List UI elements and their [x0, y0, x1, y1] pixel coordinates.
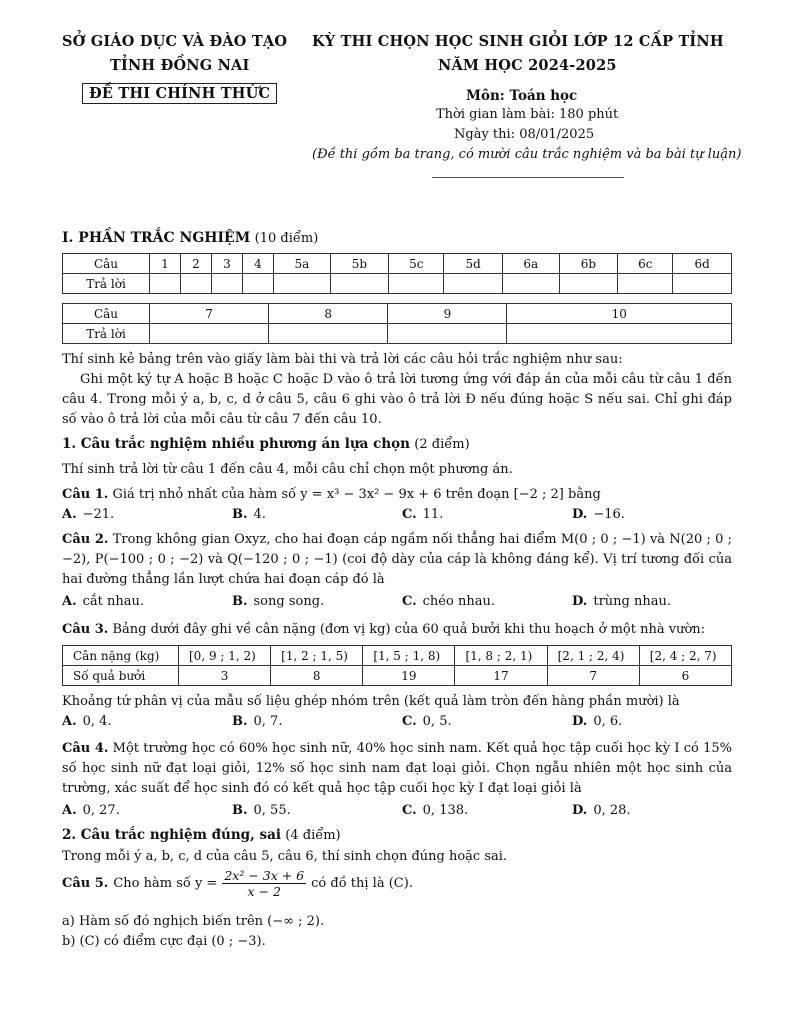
- question-text-after: có đồ thị là (C).: [311, 876, 413, 891]
- table-cell: 19: [363, 666, 455, 686]
- table-row: [63, 304, 732, 324]
- section-title-text: I. PHẦN TRẮC NGHIỆM: [62, 230, 251, 246]
- answer-cell[interactable]: [274, 274, 331, 294]
- q1-option-d[interactable]: [572, 507, 625, 522]
- question-text: Một trường học có 60% học sinh nữ, 40% học sinh nam. Kết quả học tập cuối học kỳ I có 15% số học sinh nữ đạt loại giỏi, 12% số học sinh nam đạt loại giỏi. Chọn ngẫu nhiên một học sinh của trường, xác suất để học sinh đó có kết quả học tập cuối học kỳ I đạt loại giỏi là: [62, 741, 732, 796]
- exam-title: KỲ THI CHỌN HỌC SINH GIỎI LỚP 12 CẤP TỈNH: [312, 33, 724, 50]
- answer-cell[interactable]: [673, 274, 732, 294]
- option-key: A.: [62, 803, 77, 818]
- option-key: D.: [572, 507, 588, 522]
- table-cell: 7: [150, 304, 269, 324]
- option-text: 0, 4.: [82, 714, 112, 729]
- table-row: [63, 666, 732, 686]
- table-cell: 2: [181, 254, 212, 274]
- option-key: D.: [572, 803, 588, 818]
- q2-option-c[interactable]: [402, 594, 495, 609]
- table-cell: 3: [212, 254, 243, 274]
- fraction-numerator: 2x² − 3x + 6: [224, 868, 305, 883]
- table-cell: 6d: [673, 254, 732, 274]
- option-text: 0, 28.: [593, 803, 631, 818]
- official-exam-box: ĐỀ THI CHÍNH THỨC: [82, 83, 277, 104]
- table-cell: Câu: [63, 254, 150, 274]
- table-cell: 5d: [444, 254, 503, 274]
- table-cell: [2, 1 ; 2, 4): [547, 646, 639, 666]
- answer-cell[interactable]: [330, 274, 389, 294]
- option-text: −16.: [593, 507, 625, 522]
- answer-cell[interactable]: [212, 274, 243, 294]
- option-text: −21.: [82, 507, 115, 522]
- option-key: C.: [402, 714, 417, 729]
- answer-cell[interactable]: [444, 274, 503, 294]
- option-key: B.: [232, 594, 248, 609]
- q1-option-a[interactable]: [62, 507, 114, 522]
- header-divider: [432, 177, 624, 178]
- answer-cell[interactable]: [150, 274, 181, 294]
- table-cell: Trả lời: [63, 274, 150, 294]
- table-cell: 1: [150, 254, 181, 274]
- exam-note: (Đề thi gồm ba trang, có mười câu trắc nghiệm và ba bài tự luận): [312, 147, 742, 162]
- question-text: Giá trị nhỏ nhất của hàm số y = x³ − 3x² − 9x + 6 trên đoạn [−2 ; 2] bằng: [112, 487, 601, 502]
- table-cell: 10: [507, 304, 732, 324]
- part2-points: (4 điểm): [285, 828, 341, 843]
- question-label: Câu 5.: [62, 876, 109, 891]
- table-row: [63, 324, 732, 344]
- option-key: B.: [232, 507, 248, 522]
- option-text: trùng nhau.: [593, 594, 671, 609]
- table-cell: Số quả bưởi: [63, 666, 179, 686]
- question-3: [62, 622, 705, 637]
- table-cell: Câu: [63, 304, 150, 324]
- q3-option-c[interactable]: [402, 714, 452, 729]
- q5-item-b: b) (C) có điểm cực đại (0 ; −3).: [62, 934, 266, 949]
- table-row: [63, 274, 732, 294]
- table-cell: [1, 2 ; 1, 5): [271, 646, 363, 666]
- q4-option-a[interactable]: [62, 803, 120, 818]
- question-label: Câu 3.: [62, 622, 109, 637]
- question-label: Câu 1.: [62, 487, 109, 502]
- table-cell: Cân nặng (kg): [63, 646, 179, 666]
- table-cell: Trả lời: [63, 324, 150, 344]
- answer-cell[interactable]: [269, 324, 388, 344]
- question-text-before: Cho hàm số y =: [113, 876, 218, 891]
- weight-frequency-table: [62, 645, 732, 686]
- department-name: SỞ GIÁO DỤC VÀ ĐÀO TẠO: [62, 33, 288, 50]
- table-cell: [1, 8 ; 2, 1): [455, 646, 547, 666]
- school-year: NĂM HỌC 2024-2025: [438, 57, 617, 74]
- table-cell: [1, 5 ; 1, 8): [363, 646, 455, 666]
- option-text: 4.: [253, 507, 266, 522]
- table-cell: 5a: [274, 254, 331, 274]
- answer-cell[interactable]: [559, 274, 618, 294]
- section-points: (10 điểm): [254, 231, 319, 246]
- table-cell: 6: [639, 666, 731, 686]
- option-text: 0, 27.: [82, 803, 120, 818]
- question-5: [62, 868, 413, 899]
- question-label: Câu 2.: [62, 532, 109, 547]
- answer-cell[interactable]: [243, 274, 274, 294]
- q4-option-b[interactable]: [232, 803, 291, 818]
- option-key: C.: [402, 594, 417, 609]
- option-key: A.: [62, 714, 77, 729]
- q4-option-c[interactable]: [402, 803, 468, 818]
- part1-points: (2 điểm): [414, 437, 470, 452]
- question-2: [62, 530, 732, 590]
- q2-option-a[interactable]: [62, 594, 144, 609]
- option-key: D.: [572, 594, 588, 609]
- subject: Môn: Toán học: [466, 88, 578, 104]
- table-cell: 3: [179, 666, 271, 686]
- part2-intro: Trong mỗi ý a, b, c, d của câu 5, câu 6, thí sinh chọn đúng hoặc sai.: [62, 849, 508, 864]
- answer-table-2: [62, 303, 732, 344]
- table-cell: 7: [547, 666, 639, 686]
- answer-cell[interactable]: [507, 324, 732, 344]
- fraction-denominator: x − 2: [247, 884, 281, 899]
- option-key: D.: [572, 714, 588, 729]
- question-1: [62, 487, 601, 502]
- question-label: Câu 4.: [62, 741, 109, 756]
- part1-title: [62, 436, 470, 452]
- province-name: TỈNH ĐỒNG NAI: [110, 57, 250, 74]
- question-text: Trong không gian Oxyz, cho hai đoạn cáp ngầm nối thẳng hai điểm M(0 ; 0 ; −1) và N(20 ; 0 ; −2), P(−100 ; 0 ; −2) và Q(−120 ; 0 ; −1) (coi độ dày của cáp là không đáng kể). Vị trí tương đối của hai đường thẳng lần lượt chứa hai đoạn cáp đó là: [62, 532, 733, 587]
- instruction-line-2: Ghi một ký tự A hoặc B hoặc C hoặc D vào ô trả lời tương ứng với đáp án của mỗi câu từ câu 1 đến câu 4. Trong mỗi ý a, b, c, d ở câu 5, câu 6 ghi vào ô trả lời Đ nếu đúng hoặc S nếu sai. Chỉ ghi đáp số vào ô trả lời của mỗi câu từ câu 7 đến câu 10.: [62, 372, 732, 427]
- question-text: Bảng dưới đây ghi về cân nặng (đơn vị kg) của 60 quả bưởi khi thu hoạch ở một nhà vườn:: [112, 622, 706, 637]
- option-text: 0, 5.: [422, 714, 452, 729]
- q3-option-a[interactable]: [62, 714, 112, 729]
- option-text: 0, 7.: [253, 714, 283, 729]
- part2-title: [62, 827, 341, 843]
- option-text: 11.: [422, 507, 444, 522]
- option-key: C.: [402, 803, 417, 818]
- option-key: A.: [62, 507, 77, 522]
- table-cell: 6a: [502, 254, 559, 274]
- option-text: cắt nhau.: [82, 594, 145, 609]
- table-cell: 5b: [330, 254, 389, 274]
- option-key: C.: [402, 507, 417, 522]
- option-key: B.: [232, 714, 248, 729]
- table-cell: [0, 9 ; 1, 2): [179, 646, 271, 666]
- option-text: song song.: [253, 594, 325, 609]
- table-cell: 5c: [389, 254, 444, 274]
- table-cell: 8: [269, 304, 388, 324]
- exam-date: Ngày thi: 08/01/2025: [454, 127, 595, 142]
- answer-cell[interactable]: [150, 324, 269, 344]
- option-key: A.: [62, 594, 77, 609]
- q1-option-b[interactable]: [232, 507, 266, 522]
- part2-title-text: 2. Câu trắc nghiệm đúng, sai: [62, 827, 281, 843]
- q2-option-b[interactable]: [232, 594, 324, 609]
- answer-cell[interactable]: [502, 274, 559, 294]
- q1-option-c[interactable]: [402, 507, 443, 522]
- option-text: chéo nhau.: [422, 594, 495, 609]
- question-4: [62, 739, 732, 799]
- table-row: [63, 646, 732, 666]
- option-text: 0, 55.: [253, 803, 291, 818]
- part1-intro: Thí sinh trả lời từ câu 1 đến câu 4, mỗi câu chỉ chọn một phương án.: [62, 462, 513, 477]
- q5-item-a: a) Hàm số đó nghịch biến trên (−∞ ; 2).: [62, 914, 325, 929]
- q3-option-b[interactable]: [232, 714, 282, 729]
- table-cell: 8: [271, 666, 363, 686]
- option-key: B.: [232, 803, 248, 818]
- option-text: 0, 138.: [422, 803, 469, 818]
- q3-option-d[interactable]: [572, 714, 622, 729]
- q3-followup: Khoảng tứ phân vị của mẫu số liệu ghép nhóm trên (kết quả làm tròn đến hàng phần mười) là: [62, 694, 680, 709]
- answer-cell[interactable]: [181, 274, 212, 294]
- q4-option-d[interactable]: [572, 803, 631, 818]
- option-text: 0, 6.: [593, 714, 623, 729]
- table-cell: 6c: [618, 254, 673, 274]
- table-row: [63, 254, 732, 274]
- instruction-line-1: Thí sinh kẻ bảng trên vào giấy làm bài thi và trả lời các câu hỏi trắc nghiệm như sau:: [62, 352, 623, 367]
- answer-cell[interactable]: [388, 324, 507, 344]
- function-fraction: [222, 868, 306, 899]
- table-cell: 4: [243, 254, 274, 274]
- table-cell: 17: [455, 666, 547, 686]
- answer-cell[interactable]: [618, 274, 673, 294]
- table-cell: 6b: [559, 254, 618, 274]
- duration: Thời gian làm bài: 180 phút: [436, 107, 619, 122]
- q2-option-d[interactable]: [572, 594, 671, 609]
- section-title: [62, 230, 318, 246]
- answer-table-1: [62, 253, 732, 294]
- table-cell: [2, 4 ; 2, 7): [639, 646, 731, 666]
- part1-title-text: 1. Câu trắc nghiệm nhiều phương án lựa chọn: [62, 436, 410, 452]
- answer-cell[interactable]: [389, 274, 444, 294]
- table-cell: 9: [388, 304, 507, 324]
